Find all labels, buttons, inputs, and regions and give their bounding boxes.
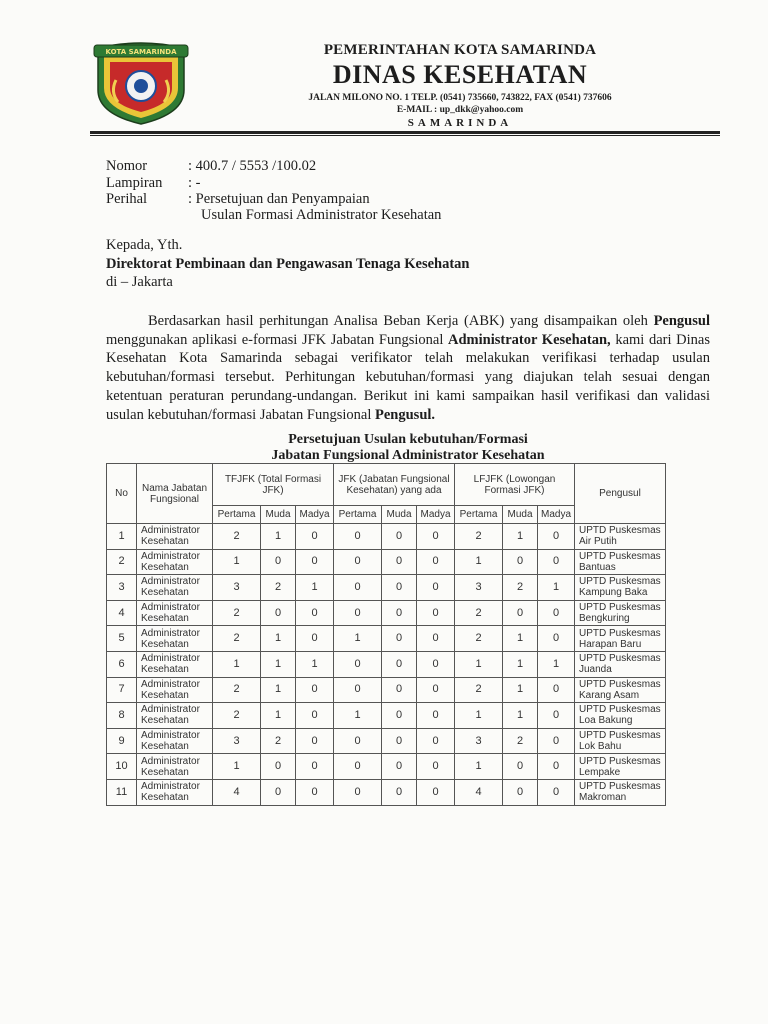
table-row xyxy=(107,779,666,805)
cell-value: 2 xyxy=(213,626,261,652)
cell-no: 2 xyxy=(107,549,137,575)
table-row xyxy=(107,754,666,780)
cell-value: 2 xyxy=(261,728,296,754)
cell-value: 2 xyxy=(213,524,261,550)
table-body xyxy=(107,524,666,806)
header-pertama: Pertama xyxy=(213,506,261,524)
cell-value: 2 xyxy=(455,677,503,703)
cell-no: 1 xyxy=(107,524,137,550)
cell-value: 0 xyxy=(538,626,575,652)
cell-value: 0 xyxy=(296,549,334,575)
header-pertama: Pertama xyxy=(455,506,503,524)
letterhead-department: DINAS KESEHATAN xyxy=(332,60,588,89)
cell-nama-jabatan: Administrator Kesehatan xyxy=(137,600,213,626)
cell-value: 1 xyxy=(296,651,334,677)
lampiran-label: Lampiran xyxy=(106,175,163,191)
cell-nama-jabatan: Administrator Kesehatan xyxy=(137,779,213,805)
cell-value: 0 xyxy=(382,754,417,780)
cell-no: 3 xyxy=(107,575,137,601)
cell-value: 0 xyxy=(417,703,455,729)
header-pengusul: Pengusul xyxy=(575,464,666,524)
cell-nama-jabatan: Administrator Kesehatan xyxy=(137,575,213,601)
header-jfk: JFK (Jabatan Fungsional Kesehatan) yang ada xyxy=(334,464,455,506)
letter-body-paragraph: Berdasarkan hasil perhitungan Analisa Beban Kerja (ABK) yang disampaikan oleh Pengusul menggunakan aplikasi e-formasi JFK Jabatan Fungsional Administrator Kesehatan, kami dari Dinas Kesehatan Kota Samarinda sebagai verifikator telah melakukan verifikasi terhadap usulan kebutuhan/formasi tersebut. Perhitungan kebutuhan/formasi yang diajukan telah sesuai dengan ketentuan peraturan perundang-undangan. Berikut ini kami sampaikan hasil verifikasi dan validasi usulan kebutuhan/formasi Jabatan Fungsional Pengusul. xyxy=(106,313,710,423)
cell-value: 0 xyxy=(334,677,382,703)
cell-value: 0 xyxy=(538,779,575,805)
cell-value: 1 xyxy=(261,626,296,652)
cell-value: 0 xyxy=(382,728,417,754)
cell-value: 0 xyxy=(382,600,417,626)
cell-value: 1 xyxy=(296,575,334,601)
cell-pengusul: UPTD Puskesmas Karang Asam xyxy=(575,677,666,703)
letterhead-rule-thick xyxy=(90,131,720,134)
cell-value: 0 xyxy=(503,754,538,780)
cell-value: 1 xyxy=(334,703,382,729)
cell-value: 0 xyxy=(538,703,575,729)
cell-value: 0 xyxy=(417,575,455,601)
nomor-label: Nomor xyxy=(106,158,148,174)
cell-value: 2 xyxy=(503,575,538,601)
table-row xyxy=(107,703,666,729)
cell-pengusul: UPTD Puskesmas Kampung Baka xyxy=(575,575,666,601)
cell-value: 1 xyxy=(261,651,296,677)
cell-value: 0 xyxy=(417,677,455,703)
cell-value: 0 xyxy=(382,677,417,703)
cell-value: 0 xyxy=(417,626,455,652)
table-row xyxy=(107,600,666,626)
cell-value: 0 xyxy=(334,779,382,805)
cell-value: 0 xyxy=(382,651,417,677)
cell-value: 0 xyxy=(538,524,575,550)
cell-value: 1 xyxy=(213,651,261,677)
cell-value: 0 xyxy=(296,600,334,626)
letterhead-address: JALAN MILONO NO. 1 TELP. (0541) 735660, 743822, FAX (0541) 737606 xyxy=(308,93,612,103)
table-row xyxy=(107,651,666,677)
cell-nama-jabatan: Administrator Kesehatan xyxy=(137,728,213,754)
perihal-value-line2: Usulan Formasi Administrator Kesehatan xyxy=(201,207,442,223)
cell-value: 0 xyxy=(334,549,382,575)
cell-value: 1 xyxy=(503,651,538,677)
cell-value: 0 xyxy=(334,728,382,754)
header-madya: Madya xyxy=(417,506,455,524)
recipient-name: Direktorat Pembinaan dan Pengawasan Tenaga Kesehatan xyxy=(106,256,470,272)
cell-pengusul: UPTD Puskesmas Lempake xyxy=(575,754,666,780)
cell-value: 0 xyxy=(538,677,575,703)
table-row xyxy=(107,728,666,754)
table-row xyxy=(107,575,666,601)
cell-nama-jabatan: Administrator Kesehatan xyxy=(137,651,213,677)
cell-value: 0 xyxy=(382,779,417,805)
cell-value: 0 xyxy=(261,754,296,780)
cell-value: 0 xyxy=(296,626,334,652)
formation-table xyxy=(106,463,666,806)
cell-pengusul: UPTD Puskesmas Bengkuring xyxy=(575,600,666,626)
cell-value: 1 xyxy=(538,575,575,601)
cell-nama-jabatan: Administrator Kesehatan xyxy=(137,677,213,703)
lampiran-value: : - xyxy=(188,175,201,191)
cell-nama-jabatan: Administrator Kesehatan xyxy=(137,703,213,729)
nomor-value: : 400.7 / 5553 /100.02 xyxy=(188,158,317,174)
table-title-line1: Persetujuan Usulan kebutuhan/Formasi xyxy=(288,432,528,447)
cell-pengusul: UPTD Puskesmas Makroman xyxy=(575,779,666,805)
cell-nama-jabatan: Administrator Kesehatan xyxy=(137,524,213,550)
cell-value: 1 xyxy=(455,549,503,575)
cell-no: 4 xyxy=(107,600,137,626)
perihal-label: Perihal xyxy=(106,191,148,207)
cell-value: 0 xyxy=(334,754,382,780)
cell-value: 2 xyxy=(213,677,261,703)
cell-value: 0 xyxy=(382,703,417,729)
cell-value: 0 xyxy=(503,549,538,575)
cell-value: 3 xyxy=(455,575,503,601)
table-row xyxy=(107,677,666,703)
header-tfjfk: TFJFK (Total Formasi JFK) xyxy=(213,464,334,506)
cell-value: 1 xyxy=(334,626,382,652)
cell-value: 4 xyxy=(455,779,503,805)
logo-text: KOTA SAMARINDA xyxy=(105,48,177,56)
cell-value: 0 xyxy=(382,626,417,652)
cell-value: 0 xyxy=(261,549,296,575)
table-title-line2: Jabatan Fungsional Administrator Kesehatan xyxy=(271,448,545,463)
header-muda: Muda xyxy=(261,506,296,524)
cell-nama-jabatan: Administrator Kesehatan xyxy=(137,549,213,575)
recipient-location: di – Jakarta xyxy=(106,274,173,290)
cell-value: 0 xyxy=(503,600,538,626)
cell-value: 1 xyxy=(455,703,503,729)
cell-value: 0 xyxy=(417,549,455,575)
cell-value: 0 xyxy=(417,651,455,677)
cell-value: 0 xyxy=(296,728,334,754)
perihal-value-line1: : Persetujuan dan Penyampaian xyxy=(188,191,370,207)
table-row xyxy=(107,549,666,575)
cell-value: 2 xyxy=(455,600,503,626)
header-madya: Madya xyxy=(296,506,334,524)
cell-value: 1 xyxy=(213,549,261,575)
cell-no: 5 xyxy=(107,626,137,652)
cell-value: 1 xyxy=(538,651,575,677)
cell-pengusul: UPTD Puskesmas Air Putih xyxy=(575,524,666,550)
cell-value: 0 xyxy=(538,549,575,575)
cell-pengusul: UPTD Puskesmas Lok Bahu xyxy=(575,728,666,754)
table-row xyxy=(107,524,666,550)
cell-value: 0 xyxy=(334,575,382,601)
cell-value: 1 xyxy=(213,754,261,780)
cell-value: 0 xyxy=(296,779,334,805)
header-madya: Madya xyxy=(538,506,575,524)
recipient-greeting: Kepada, Yth. xyxy=(106,237,183,253)
cell-no: 8 xyxy=(107,703,137,729)
cell-value: 3 xyxy=(213,728,261,754)
table-row xyxy=(107,626,666,652)
cell-value: 1 xyxy=(503,703,538,729)
cell-no: 10 xyxy=(107,754,137,780)
cell-value: 0 xyxy=(417,524,455,550)
cell-value: 2 xyxy=(503,728,538,754)
cell-value: 0 xyxy=(334,651,382,677)
letterhead-government: PEMERINTAHAN KOTA SAMARINDA xyxy=(323,42,597,58)
cell-value: 1 xyxy=(503,677,538,703)
letterhead-email: E-MAIL : up_dkk@yahoo.com xyxy=(396,105,524,115)
header-pertama: Pertama xyxy=(334,506,382,524)
cell-pengusul: UPTD Puskesmas Bantuas xyxy=(575,549,666,575)
cell-nama-jabatan: Administrator Kesehatan xyxy=(137,626,213,652)
cell-value: 1 xyxy=(503,626,538,652)
cell-value: 0 xyxy=(417,754,455,780)
cell-value: 1 xyxy=(503,524,538,550)
cell-value: 4 xyxy=(213,779,261,805)
cell-value: 2 xyxy=(455,524,503,550)
cell-value: 0 xyxy=(503,779,538,805)
letterhead-rule-thin xyxy=(90,135,720,136)
cell-no: 9 xyxy=(107,728,137,754)
cell-no: 11 xyxy=(107,779,137,805)
cell-no: 7 xyxy=(107,677,137,703)
cell-value: 2 xyxy=(455,626,503,652)
cell-value: 1 xyxy=(261,703,296,729)
header-muda: Muda xyxy=(382,506,417,524)
cell-value: 1 xyxy=(455,651,503,677)
cell-pengusul: UPTD Puskesmas Loa Bakung xyxy=(575,703,666,729)
cell-value: 0 xyxy=(261,600,296,626)
header-lfjfk: LFJFK (Lowongan Formasi JFK) xyxy=(455,464,575,506)
cell-value: 0 xyxy=(417,779,455,805)
cell-value: 0 xyxy=(334,600,382,626)
cell-no: 6 xyxy=(107,651,137,677)
cell-pengusul: UPTD Puskesmas Harapan Baru xyxy=(575,626,666,652)
cell-value: 2 xyxy=(213,600,261,626)
cell-value: 0 xyxy=(538,754,575,780)
cell-value: 0 xyxy=(538,728,575,754)
cell-nama-jabatan: Administrator Kesehatan xyxy=(137,754,213,780)
cell-value: 0 xyxy=(417,600,455,626)
cell-value: 3 xyxy=(213,575,261,601)
cell-value: 0 xyxy=(382,549,417,575)
cell-pengusul: UPTD Puskesmas Juanda xyxy=(575,651,666,677)
cell-value: 1 xyxy=(261,524,296,550)
header-nama-jabatan: Nama Jabatan Fungsional xyxy=(137,464,213,524)
cell-value: 0 xyxy=(334,524,382,550)
letterhead-city: SAMARINDA xyxy=(407,117,513,129)
header-muda: Muda xyxy=(503,506,538,524)
cell-value: 0 xyxy=(538,600,575,626)
cell-value: 0 xyxy=(382,524,417,550)
cell-value: 0 xyxy=(296,677,334,703)
cell-value: 0 xyxy=(296,754,334,780)
cell-value: 0 xyxy=(417,728,455,754)
cell-value: 2 xyxy=(261,575,296,601)
cell-value: 1 xyxy=(261,677,296,703)
cell-value: 0 xyxy=(296,524,334,550)
header-no: No xyxy=(107,464,137,524)
city-emblem-logo xyxy=(88,40,194,126)
cell-value: 3 xyxy=(455,728,503,754)
cell-value: 0 xyxy=(261,779,296,805)
cell-value: 1 xyxy=(455,754,503,780)
cell-value: 2 xyxy=(213,703,261,729)
cell-value: 0 xyxy=(296,703,334,729)
cell-value: 0 xyxy=(382,575,417,601)
